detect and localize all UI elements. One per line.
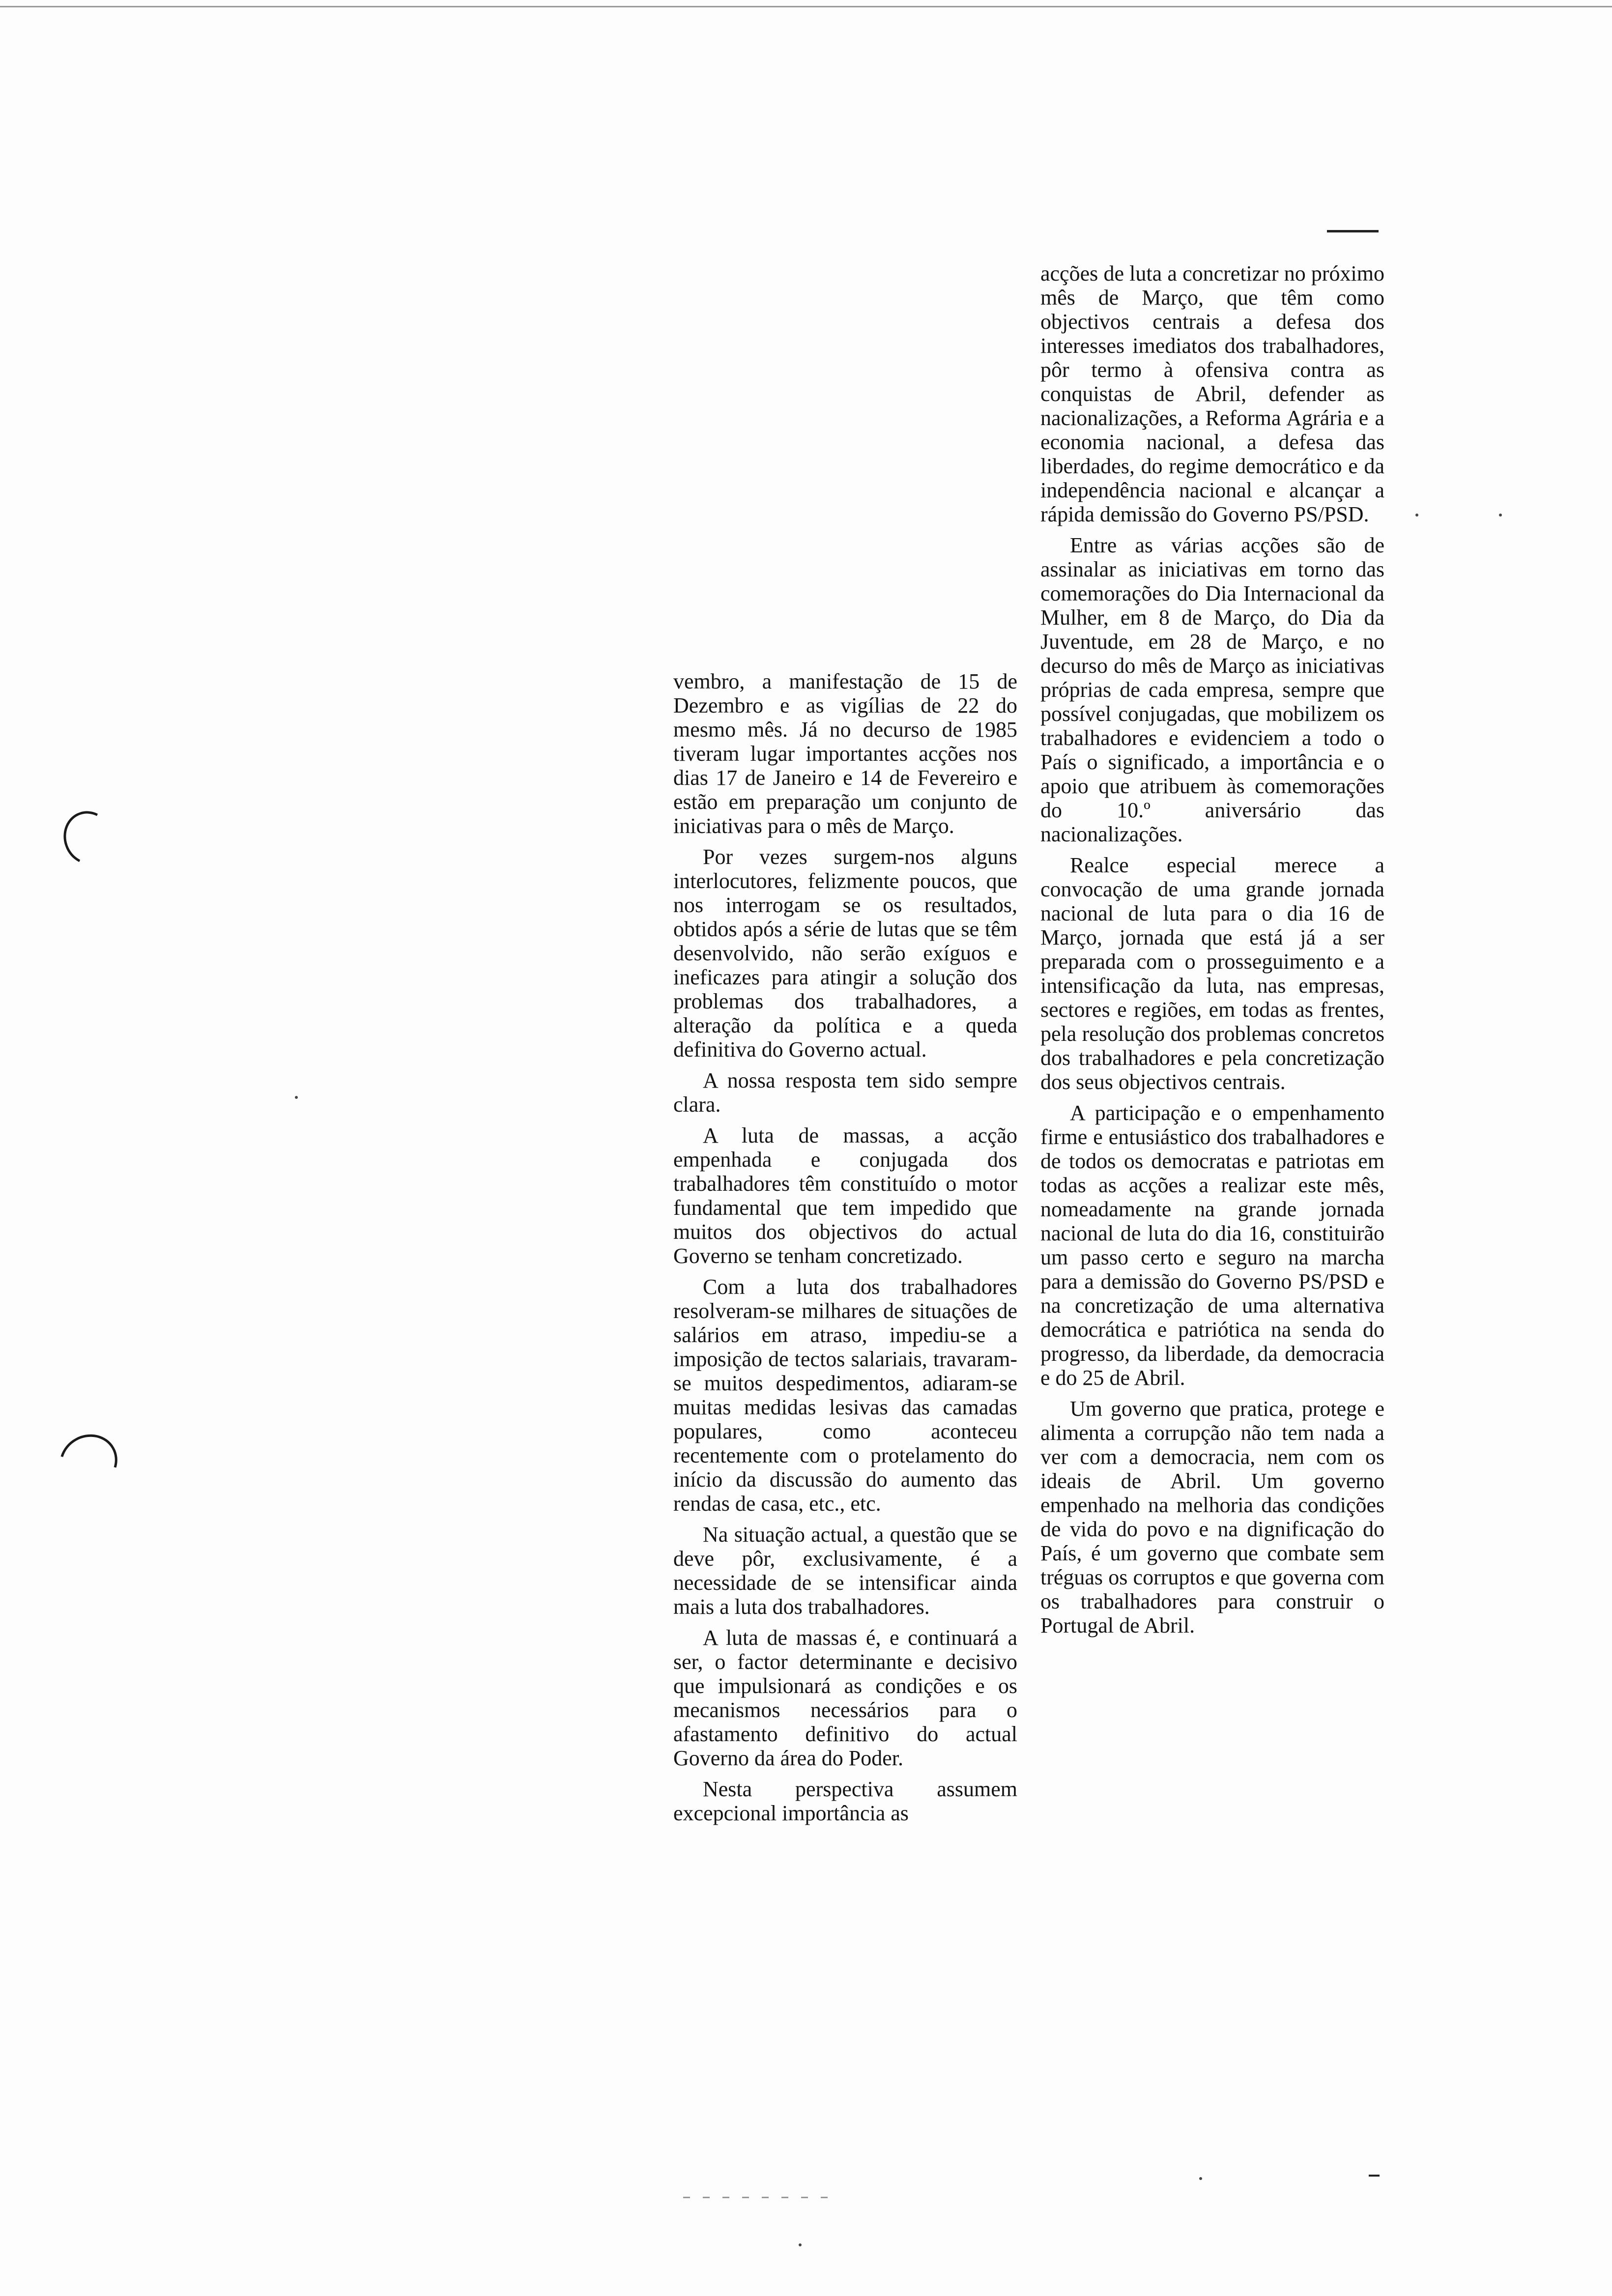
paragraph: Com a luta dos trabalhadores resolveram-se milhares de situações de salários em atraso, impediu-se a imposição de tectos salariais, travaram-se muitos despedimentos, adiaram-se muitas medidas lesivas das camadas populares, como aconteceu recentemente com o protelamento do início da discussão do aumento das rendas de casa, etc., etc. [673, 1275, 1017, 1516]
paragraph: A luta de massas é, e continuará a ser, o factor determinante e decisivo que impulsionará as condições e os mecanismos necessários para o afastamento definitivo do actual Governo da área do Poder. [673, 1626, 1017, 1770]
paragraph: Um governo que pratica, protege e alimenta a corrupção não tem nada a ver com a democracia, nem com os ideais de Abril. Um governo empenhado na melhoria das condições de vida do povo e na dignificação do País, é um governo que combate sem tréguas os corruptos e que governa com os trabalhadores para construir o Portugal de Abril. [1040, 1397, 1384, 1637]
scan-speck [1499, 514, 1502, 517]
scan-dust [683, 2197, 840, 2198]
paragraph: A luta de massas, a acção empenhada e conjugada dos trabalhadores têm constituído o motor fundamental que tem impedido que muitos dos objectivos do actual Governo se tenham concretizado. [673, 1123, 1017, 1268]
paragraph: vembro, a manifestação de 15 de Dezembro e as vigílias de 22 do mesmo mês. Já no decurso de 1985 tiveram lugar importantes acções nos dias 17 de Janeiro e 14 de Fevereiro e estão em preparação um conjunto de iniciativas para o mês de Março. [673, 669, 1017, 838]
paragraph: Por vezes surgem-nos alguns interlocutores, felizmente poucos, que nos interrogam se os resultados, obtidos após a série de lutas que se têm desenvolvido, não serão exíguos e ineficazes para atingir a solução dos problemas dos trabalhadores, a alteração da política e a queda definitiva do Governo actual. [673, 845, 1017, 1062]
paragraph: A nossa resposta tem sido sempre clara. [673, 1068, 1017, 1117]
text-column-left [673, 669, 1017, 1832]
scan-top-edge [0, 6, 1612, 7]
text-column-right [1040, 261, 1384, 1644]
scan-speck [295, 1096, 298, 1099]
paragraph: acções de luta a concretizar no próximo mês de Março, que têm como objectivos centrais a defesa dos interesses imediatos dos trabalhadores, pôr termo à ofensiva contra as conquistas de Abril, defender as nacionalizações, a Reforma Agrária e a economia nacional, a defesa das liberdades, do regime democrático e da independência nacional e alcançar a rápida demissão do Governo PS/PSD. [1040, 261, 1384, 526]
scan-speck [799, 2243, 802, 2246]
punch-hole-mark [56, 804, 121, 872]
scan-speck [1415, 514, 1418, 517]
paragraph: Na situação actual, a questão que se deve pôr, exclusivamente, é a necessidade de se intensificar ainda mais a luta dos trabalhadores. [673, 1522, 1017, 1619]
punch-hole-mark [50, 1424, 128, 1500]
end-mark [1369, 2175, 1380, 2177]
paragraph: Realce especial merece a convocação de uma grande jornada nacional de luta para o dia 16 de Março, jornada que está já a ser preparada com o prosseguimento e a intensificação da luta, nas empresas, sectores e regiões, em todas as frentes, pela resolução dos problemas concretos dos trabalhadores e pela concretização dos seus objectivos centrais. [1040, 853, 1384, 1094]
separator-dash [1327, 230, 1379, 232]
paragraph: A participação e o empenhamento firme e entusiástico dos trabalhadores e de todos os democratas e patriotas em todas as acções a realizar este mês, nomeadamente na grande jornada nacional de luta do dia 16, constituirão um passo certo e seguro na marcha para a demissão do Governo PS/PSD e na concretização de uma alternativa democrática e patriótica na senda do progresso, da liberdade, da democracia e do 25 de Abril. [1040, 1101, 1384, 1390]
scan-speck [1199, 2177, 1202, 2180]
paragraph: Nesta perspectiva assumem excepcional importância as [673, 1777, 1017, 1825]
paragraph: Entre as várias acções são de assinalar as iniciativas em torno das comemorações do Dia Internacional da Mulher, em 8 de Março, do Dia da Juventude, em 28 de Março, e no decurso do mês de Março as iniciativas próprias de cada empresa, sempre que possível conjugadas, que mobilizem os trabalhadores e evidenciem a todo o País o significado, a importância e o apoio que atribuem às comemorações do 10.º aniversário das nacionalizações. [1040, 533, 1384, 846]
